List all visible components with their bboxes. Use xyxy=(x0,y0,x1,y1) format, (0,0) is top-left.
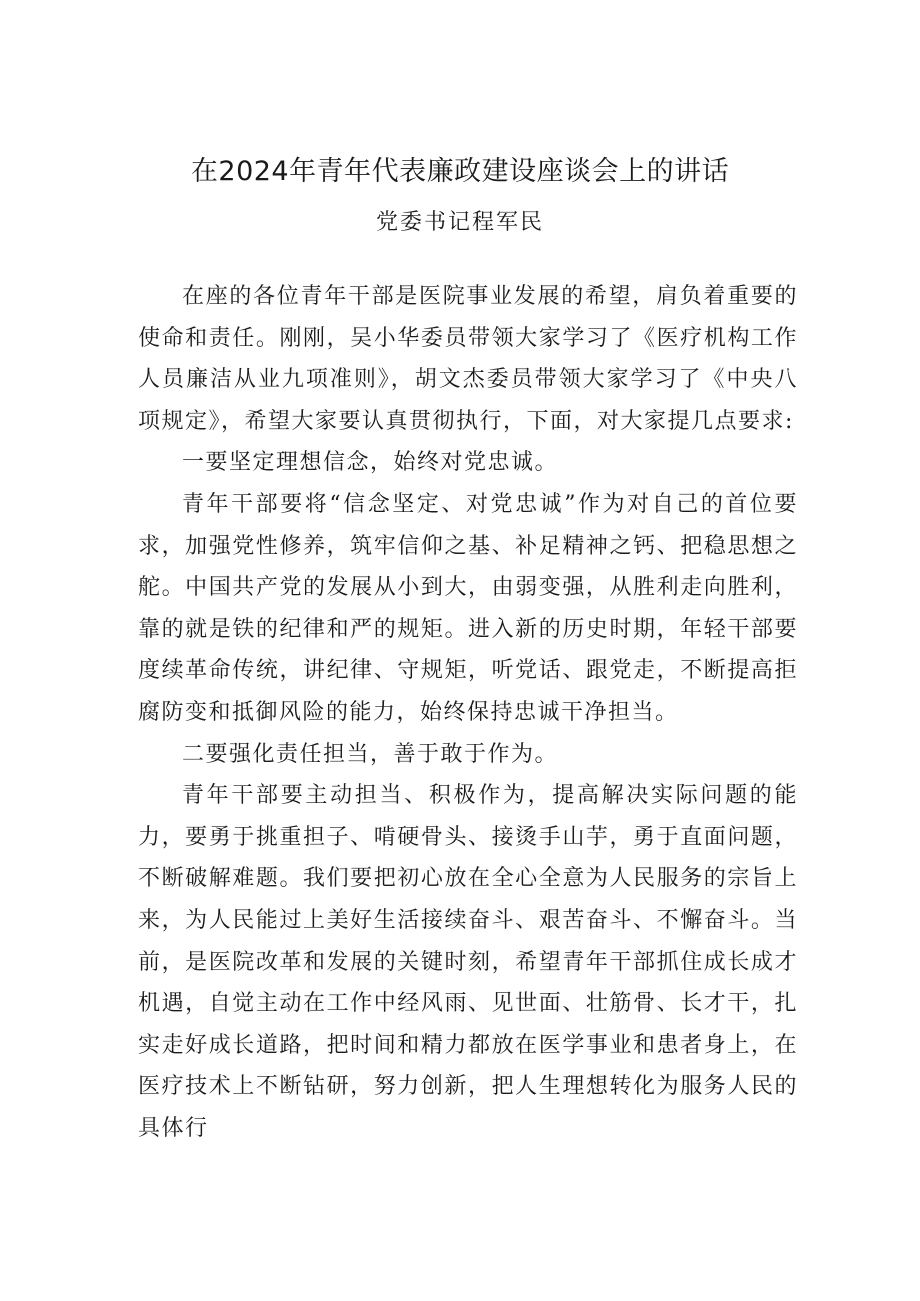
paragraph-intro: 在座的各位青年干部是医院事业发展的希望，肩负着重要的使命和责任。刚刚，吴小华委员带领大家学习了《医疗机构工作人员廉洁从业九项准则》，胡文杰委员带领大家学习了《中央八项规定》，希望大家要认真贯彻执行，下面，对大家提几点要求: xyxy=(138,284,798,434)
document-body xyxy=(138,276,798,1149)
paragraph-body-2: 青年干部要主动担当、积极作为，提高解决实际问题的能力，要勇于挑重担子、啃硬骨头、接烫手山芋，勇于直面问题，不断破解难题。我们要把初心放在全心全意为人民服务的宗旨上来，为人民能过上美好生活接续奋斗、艰苦奋斗、不懈奋斗。当前，是医院改革和发展的关键时刻，希望青年干部抓住成长成才机遇，自觉主动在工作中经风雨、见世面、壮筋骨、长才干，扎实走好成长道路，把时间和精力都放在医学事业和患者身上，在医疗技术上不断钻研，努力创新，把人生理想转化为服务人民的具体行 xyxy=(138,783,798,1141)
document-title: 在2024年青年代表廉政建设座谈会上的讲话 xyxy=(190,156,730,187)
document-author: 党委书记程军民 xyxy=(375,210,544,235)
paragraph-heading-1: 一要坚定理想信念，始终对党忠诚。 xyxy=(182,450,559,476)
paragraph-heading-2: 二要强化责任担当，善于敢于作为。 xyxy=(182,741,559,767)
paragraph-body-1: 青年干部要将“信念坚定、对党忠诚”作为对自己的首位要求，加强党性修养，筑牢信仰之基、补足精神之钙、把稳思想之舵。中国共产党的发展从小到大，由弱变强，从胜利走向胜利，靠的就是铁的纪律和严的规矩。进入新的历史时期，年轻干部要度续革命传统，讲纪律、守规矩，听党话、跟党走，不断提高拒腐防变和抵御风险的能力，始终保持忠诚干净担当。 xyxy=(138,491,798,725)
